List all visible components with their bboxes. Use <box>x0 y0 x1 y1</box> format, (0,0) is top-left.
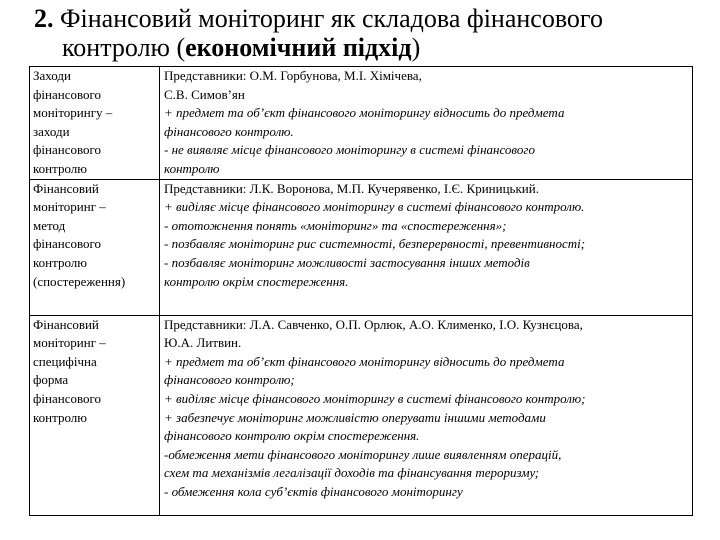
label-line: фінансового <box>33 236 102 252</box>
content-line: - ототожнення понять «моніторинг» та «спостереження»; <box>164 217 507 233</box>
row-1-content <box>160 67 693 180</box>
content-line: + предмет та об’єкт фінансового моніторингу відносить до предмета <box>164 105 565 121</box>
row-3-content <box>160 315 693 515</box>
content-line: фінансового контролю; <box>164 372 295 388</box>
row-2-label <box>30 179 160 315</box>
label-line: моніторингу – <box>33 105 113 121</box>
row-3-label <box>30 315 160 515</box>
title-text-1: Фінансовий моніторинг як складова фінансового <box>60 4 603 33</box>
row-1-label <box>30 67 160 180</box>
approaches-table <box>29 66 693 516</box>
content-line: + виділяє місце фінансового моніторингу в системі фінансового контролю; <box>164 390 586 406</box>
content-line: + виділяє місце фінансового моніторингу в системі фінансового контролю. <box>164 199 585 215</box>
label-line: метод <box>33 217 66 233</box>
title-text-2-end: ) <box>411 33 421 62</box>
content-line: + забезпечує моніторинг можливістю оперувати іншими методами <box>164 409 546 425</box>
label-line: фінансового <box>33 142 102 158</box>
content-line: контролю <box>164 160 220 176</box>
content-line: - позбавляє моніторинг рис системності, безперервності, превентивності; <box>164 236 586 252</box>
label-line: контролю <box>33 254 87 270</box>
table-row <box>30 179 693 315</box>
content-line: Представники: Л.К. Воронова, М.П. Кучерявенко, І.Є. Криницький. <box>164 180 539 196</box>
label-line: моніторинг – <box>33 199 106 215</box>
title-line-2 <box>34 33 714 62</box>
content-line: Представники: О.М. Горбунова, М.І. Хімічева, <box>164 68 422 83</box>
table-row <box>30 315 693 515</box>
content-line: - обмеження кола суб’єктів фінансового моніторингу <box>164 483 463 499</box>
content-line: - позбавляє моніторинг можливості застосування інших методів <box>164 254 530 270</box>
content-line: фінансового контролю окрім спостереження. <box>164 428 420 444</box>
label-line: контролю <box>33 160 87 176</box>
row-2-content <box>160 179 693 315</box>
title-text-2: контролю ( <box>62 33 186 62</box>
label-line: контролю <box>33 409 87 425</box>
label-line: форма <box>33 372 69 388</box>
title-number: 2. <box>34 4 54 33</box>
title-bold: економічний підхід <box>185 33 412 62</box>
content-line: -обмеження мети фінансового моніторингу лише виявленням операцій, <box>164 446 562 462</box>
content-line: С.В. Симов’ян <box>164 86 245 102</box>
label-line: специфічна <box>33 353 97 369</box>
content-line: + предмет та об’єкт фінансового моніторингу відносить до предмета <box>164 353 565 369</box>
title-line-1 <box>34 4 714 33</box>
label-line: Фінансовий <box>33 316 99 332</box>
label-line: заходи <box>33 123 70 139</box>
label-line: (спостереження) <box>33 273 126 289</box>
content-line: контролю окрім спостереження. <box>164 273 349 289</box>
label-line: фінансового <box>33 86 102 102</box>
label-line: моніторинг – <box>33 335 106 351</box>
slide-title <box>34 4 714 62</box>
table-row <box>30 67 693 180</box>
label-line: Заходи <box>33 68 71 83</box>
content-line: фінансового контролю. <box>164 123 294 139</box>
content-line: Представники: Л.А. Савченко, О.П. Орлюк, А.О. Клименко, І.О. Кузнєцова, <box>164 316 583 332</box>
label-line: фінансового <box>33 390 102 406</box>
content-line: - не виявляє місце фінансового моніторингу в системі фінансового <box>164 142 535 158</box>
content-line: схем та механізмів легалізації доходів та фінансування тероризму; <box>164 465 540 481</box>
label-line: Фінансовий <box>33 180 99 196</box>
content-line: Ю.А. Литвин. <box>164 335 242 351</box>
